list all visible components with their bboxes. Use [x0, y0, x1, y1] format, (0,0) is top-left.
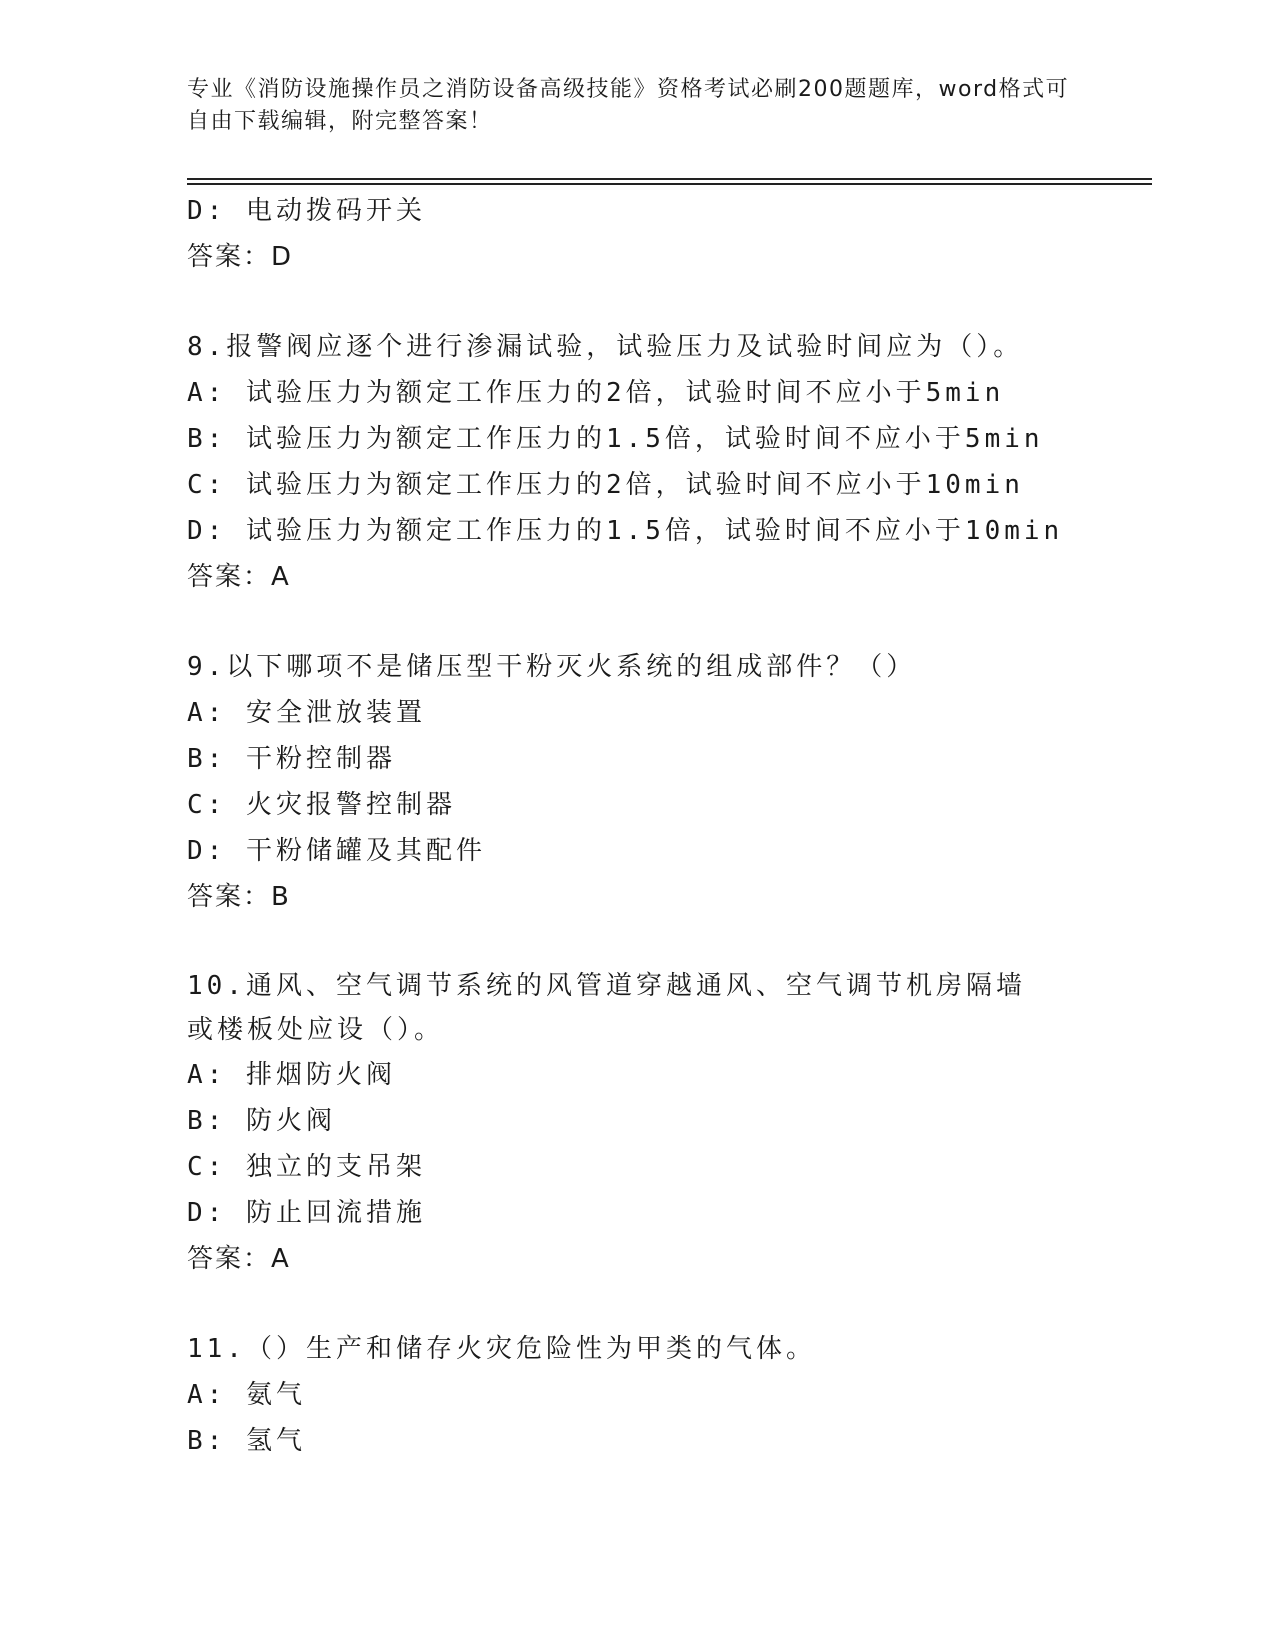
option-a: A: 安全泄放装置 — [187, 698, 426, 728]
question-list — [187, 188, 1087, 1464]
option-d: D: 试验压力为额定工作压力的1.5倍，试验时间不应小于10min — [187, 516, 1064, 546]
header-divider-bottom — [187, 183, 1152, 185]
option-a: A: 氨气 — [187, 1380, 306, 1410]
answer: 答案：A — [187, 562, 291, 592]
option-b: B: 氢气 — [187, 1426, 306, 1456]
question-stem: 11.（）生产和储存火灾危险性为甲类的气体。 — [187, 1334, 816, 1364]
option-c: C: 试验压力为额定工作压力的2倍，试验时间不应小于10min — [187, 470, 1024, 500]
q7-answer: 答案：D — [187, 242, 294, 272]
question-stem: 10.通风、空气调节系统的风管道穿越通风、空气调节机房隔墙或楼板处应设（）。 — [187, 971, 1026, 1045]
question-9 — [187, 644, 1087, 920]
document-header: 专业《消防设施操作员之消防设备高级技能》资格考试必刷200题题库，word格式可自由下载编辑，附完整答案！ — [187, 77, 1070, 134]
question-stem: 8.报警阀应逐个进行渗漏试验，试验压力及试验时间应为（）。 — [187, 332, 1024, 362]
option-c: C: 独立的支吊架 — [187, 1152, 426, 1182]
option-a: A: 试验压力为额定工作压力的2倍，试验时间不应小于5min — [187, 378, 1005, 408]
question-11 — [187, 1326, 1087, 1464]
option-b: B: 试验压力为额定工作压力的1.5倍，试验时间不应小于5min — [187, 424, 1044, 454]
option-c: C: 火灾报警控制器 — [187, 790, 456, 820]
question-stem: 9.以下哪项不是储压型干粉灭火系统的组成部件？（） — [187, 652, 917, 682]
question-10 — [187, 964, 1087, 1282]
answer: 答案：B — [187, 882, 291, 912]
option-b: B: 防火阀 — [187, 1106, 336, 1136]
q7-option-d: D: 电动拨码开关 — [187, 196, 426, 226]
answer: 答案：A — [187, 1244, 291, 1274]
question-8 — [187, 324, 1087, 600]
option-d: D: 干粉储罐及其配件 — [187, 836, 486, 866]
option-a: A: 排烟防火阀 — [187, 1060, 396, 1090]
option-b: B: 干粉控制器 — [187, 744, 396, 774]
header-divider-top — [187, 178, 1152, 180]
option-d: D: 防止回流措施 — [187, 1198, 426, 1228]
